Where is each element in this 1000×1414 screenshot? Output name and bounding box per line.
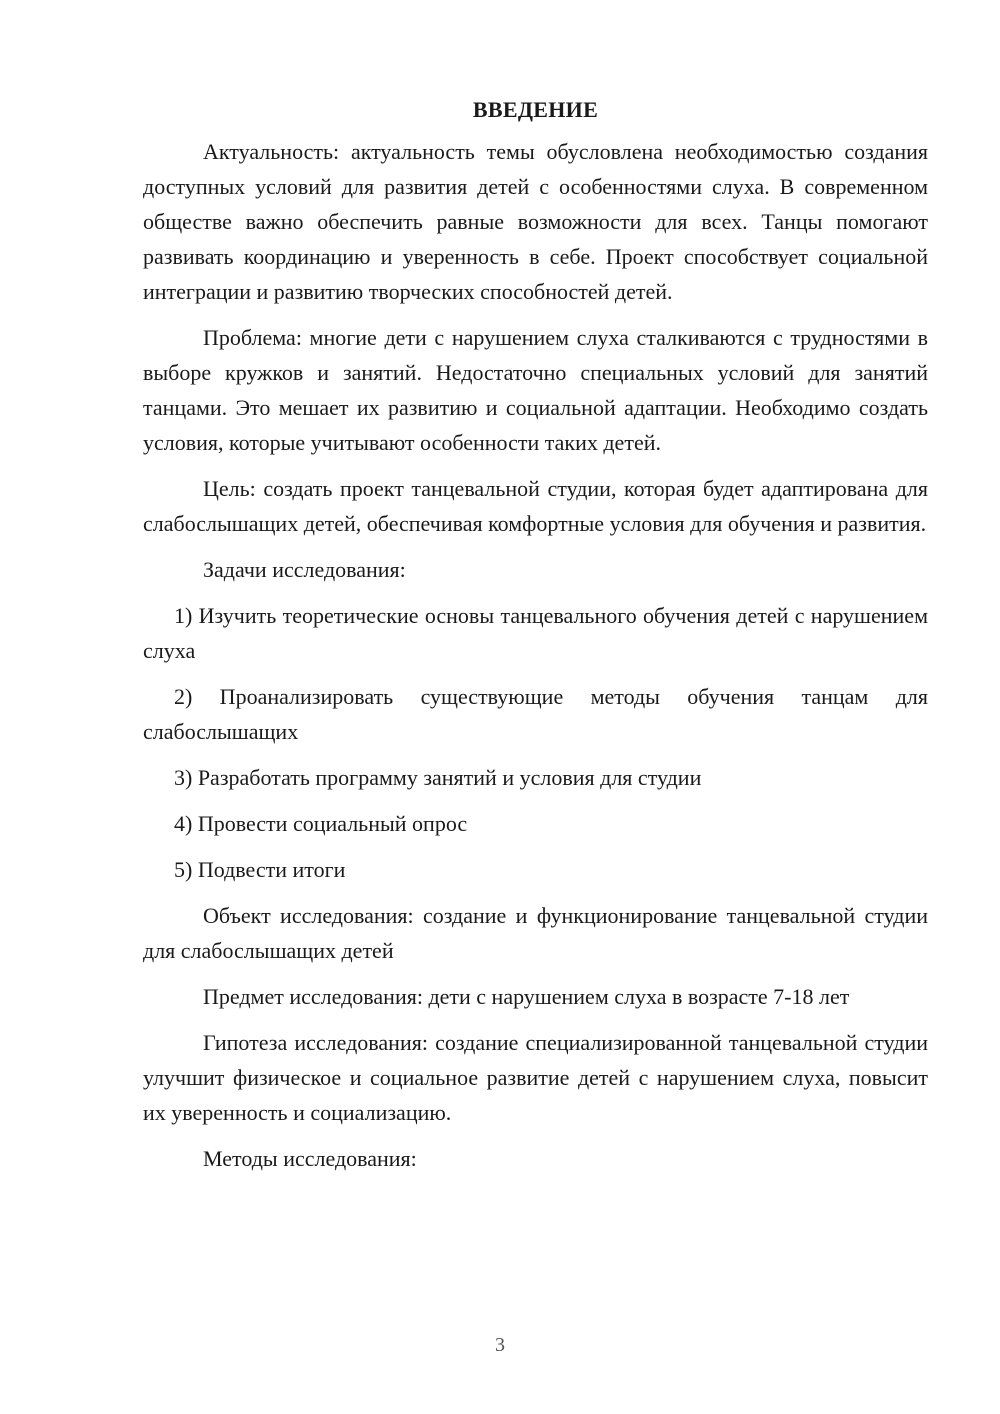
task-item-5: 5) Подвести итоги <box>174 857 346 882</box>
hypothesis-paragraph: Гипотеза исследования: создание специализированной танцевальной студии улучшит физическое и социальное развитие детей с нарушением слуха, повысит их уверенность и социализацию. <box>143 1030 928 1125</box>
page-number: 3 <box>495 1334 505 1356</box>
task-item-1: 1) Изучить теоретические основы танцевального обучения детей с нарушением слуха <box>143 603 928 663</box>
page-title: ВВЕДЕНИЕ <box>472 97 599 122</box>
document-page <box>143 92 928 1176</box>
object-paragraph: Объект исследования: создание и функционирование танцевальной студии для слабослышащих детей <box>143 903 928 963</box>
tasks-heading: Задачи исследования: <box>203 557 406 582</box>
subject-paragraph: Предмет исследования: дети с нарушением слуха в возрасте 7-18 лет <box>203 984 850 1009</box>
task-item-3: 3) Разработать программу занятий и условия для студии <box>174 765 702 790</box>
methods-heading: Методы исследования: <box>203 1146 417 1171</box>
task-item-4: 4) Провести социальный опрос <box>174 811 468 836</box>
relevance-paragraph: Актуальность: актуальность темы обусловлена необходимостью создания доступных условий для развития детей с особенностями слуха. В современном обществе важно обеспечить равные возможности для всех. Танцы помогают развивать координацию и уверенность в себе. Проект способствует социальной интеграции и развитию творческих способностей детей. <box>143 139 928 304</box>
goal-paragraph: Цель: создать проект танцевальной студии, которая будет адаптирована для слабослышащих детей, обеспечивая комфортные условия для обучения и развития. <box>143 476 928 536</box>
problem-paragraph: Проблема: многие дети с нарушением слуха сталкиваются с трудностями в выборе кружков и занятий. Недостаточно специальных условий для занятий танцами. Это мешает их развитию и социальной адаптации. Необходимо создать условия, которые учитывают особенности таких детей. <box>143 325 928 455</box>
task-item-2: 2) Проанализировать существующие методы обучения танцам для слабослышащих <box>143 684 928 744</box>
